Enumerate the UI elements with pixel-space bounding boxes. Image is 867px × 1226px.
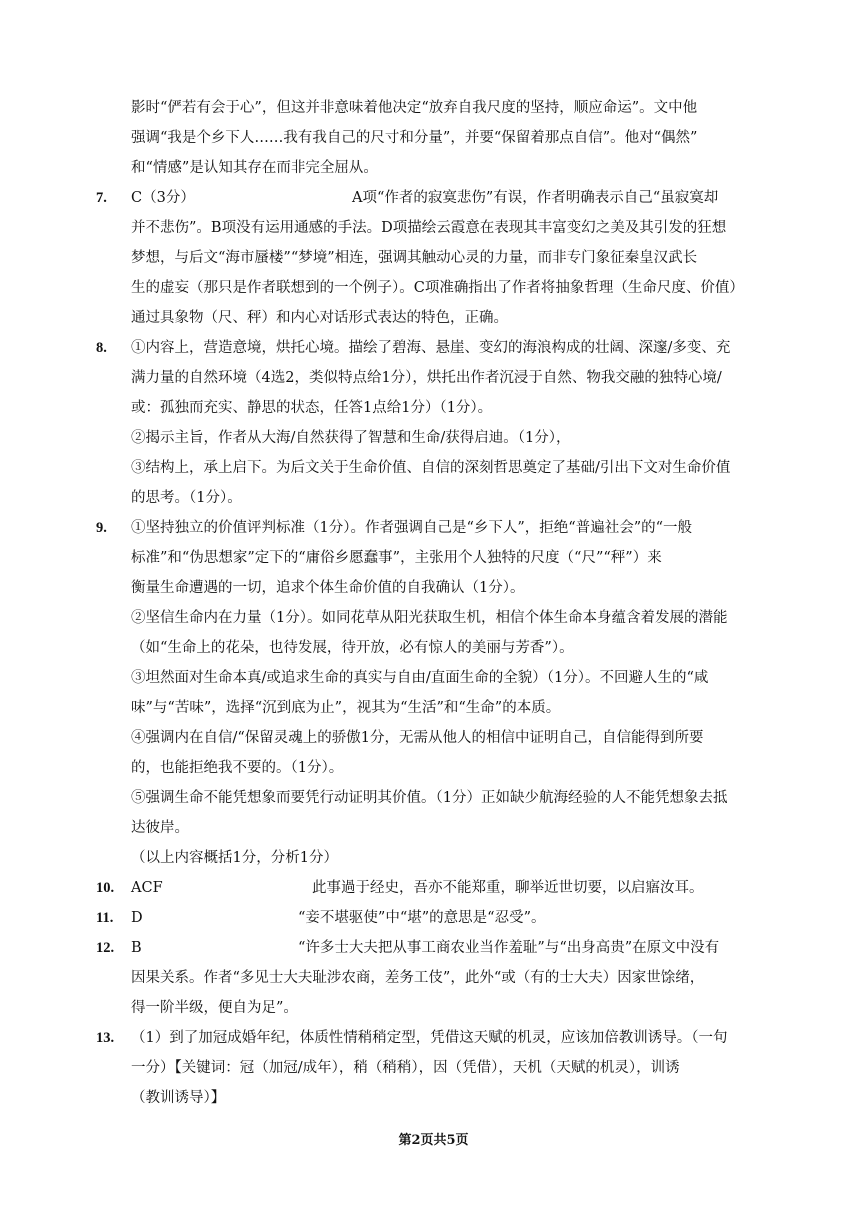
text-line: ④强调内在自信/“保留灵魂上的骄傲1分，无需从他人的相信中证明自己，自信能得到所要	[131, 730, 704, 746]
text-line: ①内容上，营造意境，烘托心境。描绘了碧海、悬崖、变幻的海浪构成的壮阔、深邃/多变、充	[131, 340, 731, 356]
text-line: 或：孤独而充实、静思的状态，任答1点给1分）（1分）。	[131, 400, 493, 416]
text-line: 影时“俨若有会于心”，但这并非意味着他决定“放弃自我尺度的坚持，顺应命运”。文中他	[131, 100, 698, 116]
text-line: 一分）【关键词：冠（加冠/成年），稍（稍稍），因（凭借），天机（天赋的机灵），训诱	[131, 1060, 680, 1076]
question-number: 9.	[96, 520, 107, 536]
text-line: ③坦然面对生命本真/或追求生命的真实与自由/直面生命的全貌）（1分）。不回避人生的“咸	[131, 670, 709, 686]
text-line: ②坚信生命内在力量（1分）。如同花草从阳光获取生机，相信个体生命本身蕴含着发展的潜能	[131, 610, 728, 626]
text-line: ①坚持独立的价值评判标准（1分）。作者强调自己是“乡下人”，拒绝“普遍社会”的“一般	[131, 520, 693, 536]
text-line: 强调“我是个乡下人……我有我自己的尺寸和分量”，并要“保留着那点自信”。他对“偶然”	[131, 130, 698, 146]
text-line: 达彼岸。	[131, 820, 189, 836]
text-line: （1）到了加冠成婚年纪，体质性情稍稍定型，凭借这天赋的机灵，应该加倍教训诱导。（一句	[131, 1030, 728, 1046]
text-line: 得一阶半级，便自为足”。	[131, 1000, 298, 1016]
page-number-footer: 第2页共5页	[398, 1133, 469, 1148]
text-line: 满力量的自然环境（4选2，类似特点给1分），烘托出作者沉浸于自然、物我交融的独特心境/	[131, 370, 722, 386]
question-number: 10.	[96, 880, 115, 896]
text-line: ⑤强调生命不能凭想象而要凭行动证明其价值。（1分）正如缺少航海经验的人不能凭想象去抵	[131, 790, 728, 806]
question-number: 13.	[96, 1030, 115, 1046]
text-line: （教训诱导）】	[131, 1090, 226, 1106]
answer-choice: ACF	[131, 880, 163, 896]
text-line: 并不悲伤”。B项没有运用通感的手法。D项描绘云霞意在表现其丰富变幻之美及其引发的狂想	[131, 220, 727, 236]
text-line: 标准”和“伪思想家”定下的“庸俗乡愿蠢事”，主张用个人独特的尺度（“尺”“秤”）来	[131, 550, 662, 566]
question-number: 8.	[96, 340, 107, 356]
text-line: 衡量生命遭遇的一切，追求个体生命价值的自我确认（1分）。	[131, 580, 525, 596]
text-line: 的，也能拒绝我不要的。（1分）。	[131, 760, 344, 776]
text-line: 的思考。（1分）。	[131, 490, 242, 506]
answer-choice: C（3分）	[131, 190, 195, 206]
text-line: 生的虚妄（那只是作者联想到的一个例子）。C项准确指出了作者将抽象哲理（生命尺度、价值）	[131, 280, 744, 296]
answer-choice: D	[131, 910, 143, 926]
answer-choice: B	[131, 940, 142, 956]
text-line: “许多士大夫把从事工商农业当作羞耻”与“出身高贵”在原文中没有	[298, 940, 720, 956]
text-line: ②揭示主旨，作者从大海/自然获得了智慧和生命/获得启迪。（1分），	[131, 430, 571, 446]
text-line: 梦想，与后文“海市蜃楼”“梦境”相连，强调其触动心灵的力量，而非专门象征秦皇汉武长	[131, 250, 698, 266]
question-number: 11.	[96, 910, 114, 926]
scoring-note: （以上内容概括1分，分析1分）	[131, 850, 338, 866]
text-line: 通过具象物（尺、秤）和内心对话形式表达的特色，正确。	[131, 310, 508, 326]
text-line: “妾不堪驱使”中“堪”的意思是“忍受”。	[298, 910, 546, 926]
text-line: （如“生命上的花朵，也待发展，待开放，必有惊人的美丽与芳香”）。	[131, 640, 574, 656]
question-number: 7.	[96, 190, 107, 206]
text-line: 此事過于经史，吾亦不能郑重，聊举近世切要，以启寤汝耳。	[312, 880, 704, 896]
text-line: A项“作者的寂寞悲伤”有误，作者明确表示自己“虽寂寞却	[352, 190, 719, 206]
question-number: 12.	[96, 940, 115, 956]
text-line: 因果关系。作者“多见士大夫耻涉农商，差务工伎”，此外“或（有的士大夫）因家世馀绪，	[131, 970, 705, 986]
text-line: 和“情感”是认知其存在而非完全屈从。	[131, 160, 378, 176]
text-line: ③结构上，承上启下。为后文关于生命价值、自信的深刻哲思奠定了基础/引出下文对生命价值	[131, 460, 731, 476]
text-line: 味”与“苦味”，选择“沉到底为止”，视其为“生活”和“生命”的本质。	[131, 700, 561, 716]
